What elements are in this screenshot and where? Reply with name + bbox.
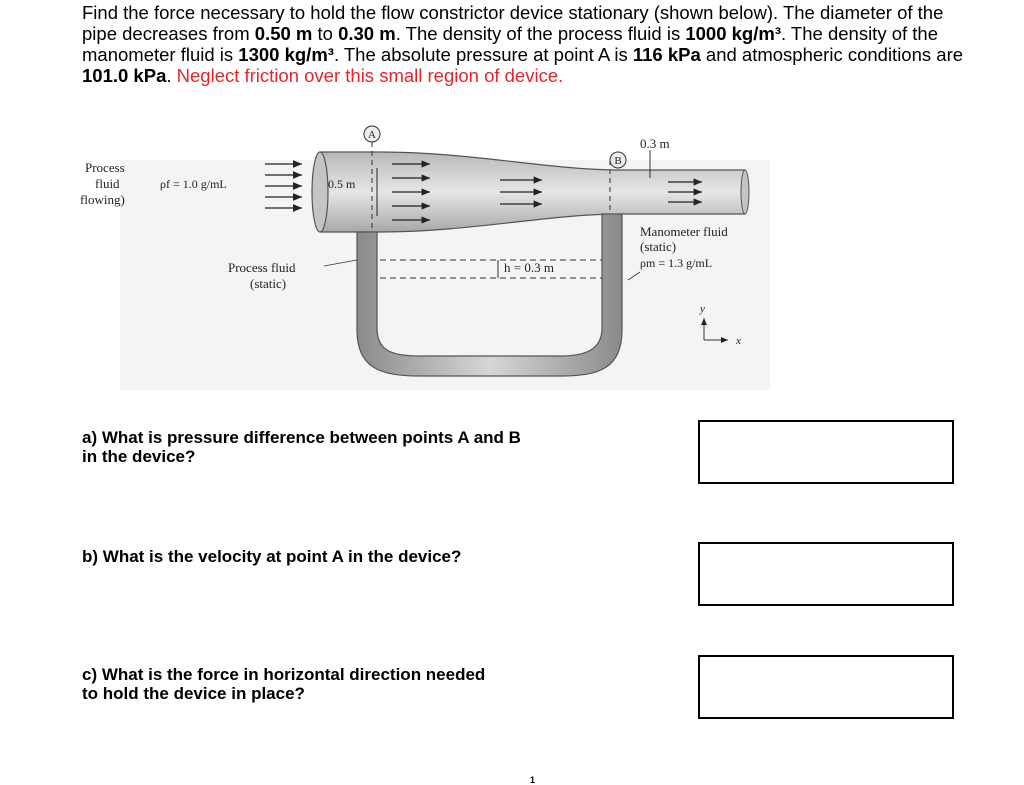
diameter-a-label: 0.5 m xyxy=(328,177,356,191)
question-b: b) What is the velocity at point A in the device? xyxy=(82,547,462,566)
answer-box-c[interactable] xyxy=(698,655,954,719)
diameter-b-label: 0.3 m xyxy=(640,136,670,151)
process-fluid-label-3: flowing) xyxy=(80,192,125,207)
manometer-label-1: Manometer fluid xyxy=(640,224,728,239)
problem-statement: Find the force necessary to hold the flow constrictor device stationary (shown below). The diameter of the pipe decreases from 0.50 m to 0.30 m. The density of the process fluid is 1000 kg/m³. The density of the manometer fluid is 1300 kg/m³. The absolute pressure at point A is 116 kPa and atmospheric conditions are 101.0 kPa. Neglect friction over this small region of device. xyxy=(82,2,964,86)
answer-box-a[interactable] xyxy=(698,420,954,484)
axis-x-label: x xyxy=(736,335,741,347)
page-number: 1 xyxy=(530,775,536,785)
point-b-label: B xyxy=(614,155,622,167)
process-fluid-static-label-2: (static) xyxy=(250,276,287,291)
point-a-label: A xyxy=(368,129,376,141)
manometer-label-2: (static) xyxy=(640,239,677,254)
process-fluid-static-label-1: Process fluid xyxy=(228,260,296,275)
answer-box-b[interactable] xyxy=(698,542,954,606)
question-c: c) What is the force in horizontal direction needed to hold the device in place? xyxy=(82,665,486,703)
process-fluid-label-1: Process xyxy=(85,160,125,175)
axis-y-label: y xyxy=(700,303,705,315)
manometer-label-3: ρm = 1.3 g/mL xyxy=(640,256,713,270)
h-label: h = 0.3 m xyxy=(504,260,554,275)
flow-constrictor-figure xyxy=(80,120,780,395)
rho-f-label: ρf = 1.0 g/mL xyxy=(160,177,227,191)
neglect-friction-note: Neglect friction over this small region of device. xyxy=(176,65,564,86)
question-a: a) What is pressure difference between points A and B in the device? xyxy=(82,428,521,466)
process-fluid-label-2: fluid xyxy=(95,176,120,191)
